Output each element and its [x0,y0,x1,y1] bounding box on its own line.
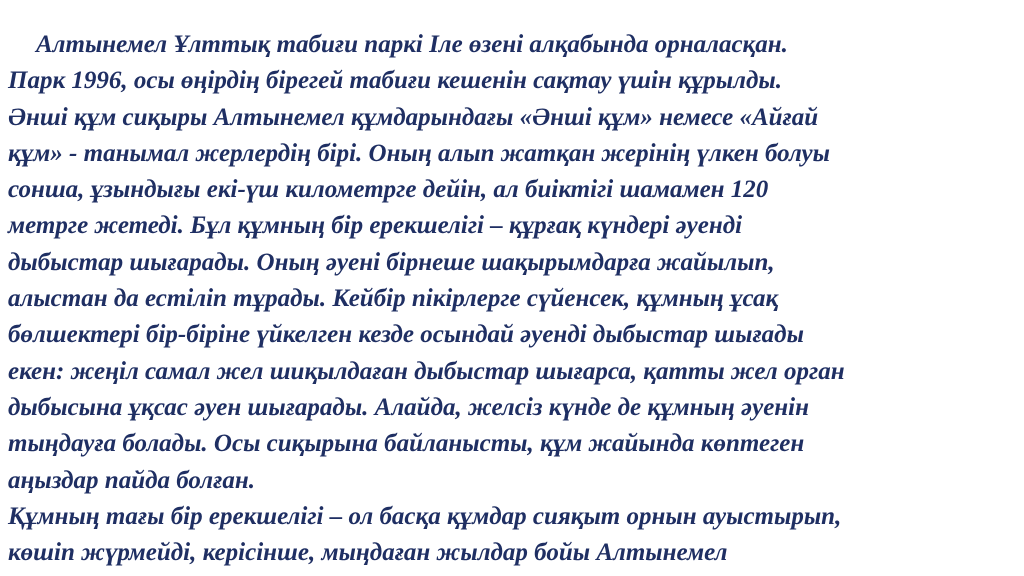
text-line: Құмның тағы бір ерекшелігі – ол басқа құмдар сияқыт орнын ауыстырып, [8,502,842,530]
text-line: метрге жетеді. Бұл құмның бір ерекшелігі – құрғақ күндері әуенді [8,212,743,240]
text-line: Алтынемел Ұлттық табиғи паркі Іле өзені алқабында орналасқан. [36,31,788,58]
text-line: бөлшектері бір-біріне үйкелген кезде осындай әуенді дыбыстар шығады [8,321,804,349]
text-line: Парк 1996, осы өңірдің бірегей табиғи кешенін сақтау үшін құрылды. [8,67,782,95]
text-line: сонша, ұзындығы екі-үш километрге дейін, ал биіктігі шамамен 120 [8,176,769,204]
body-text [8,27,1018,571]
text-line: екен: жеңіл самал жел шиқылдаған дыбыстар шығарса, қатты жел орган [8,357,845,385]
text-line: құм» - танымал жерлердің бірі. Оның алып жатқан жерінің үлкен болуы [8,139,830,167]
text-line: дыбыстар шығарады. Оның әуені бірнеше шақырымдарға жайылып, [8,248,775,276]
text-line: алыстан да естіліп тұрады. Кейбір пікірлерге сүйенсек, құмның ұсақ [8,285,779,313]
text-line: көшіп жүрмейді, керісінше, мыңдаған жылдар бойы Алтынемел [8,539,728,567]
text-line: дыбысына ұқсас әуен шығарады. Алайда, желсіз күнде де құмның әуенін [8,393,810,421]
text-line: тыңдауға болады. Осы сиқырына байланысты, құм жайында көптеген [8,430,805,458]
text-line: аңыздар пайда болған. [8,466,255,494]
text-line: Әнші құм сиқыры Алтынемел құмдарындағы «Әнші құм» немесе «Айғай [8,103,819,131]
